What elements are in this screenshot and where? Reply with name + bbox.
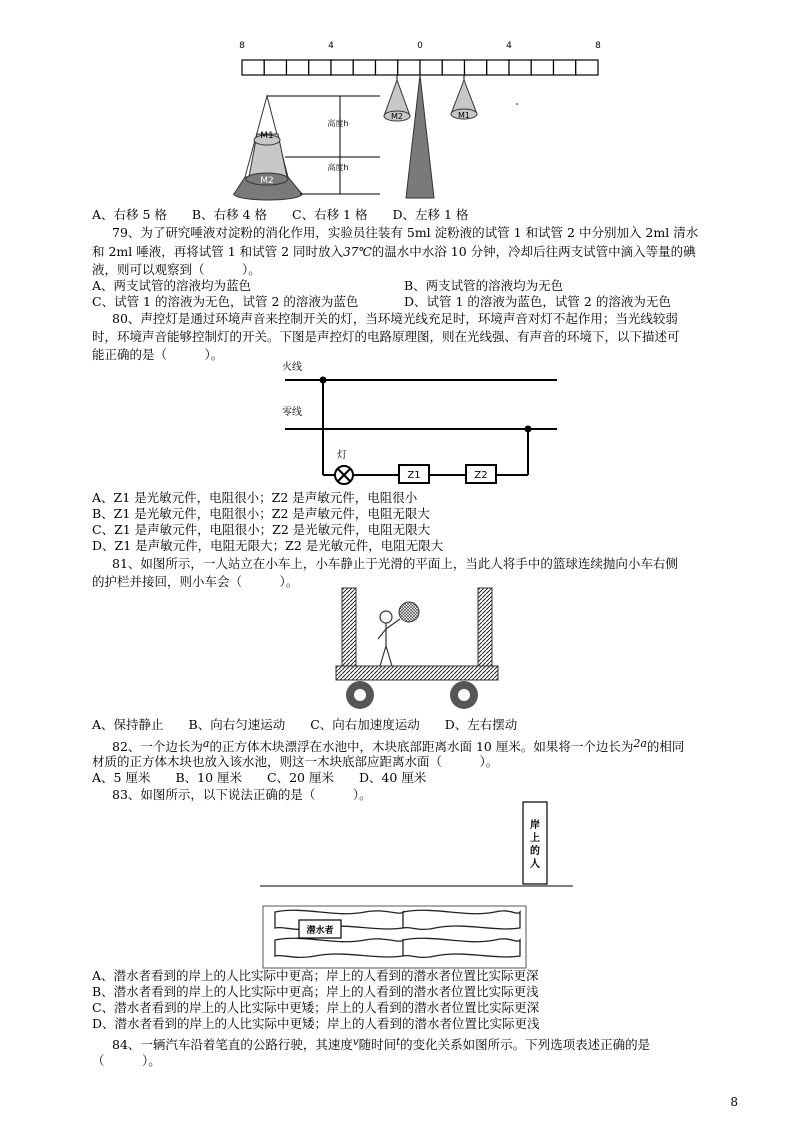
q79-line3: 液，则可以观察到（ ）。 [92, 262, 261, 277]
q84-var-v: v [352, 1037, 359, 1048]
z2-label: Z2 [474, 470, 488, 481]
q82-line2: 材质的正方体木块也放入该水池，则这一木块底部应距离水面（ ）。 [92, 754, 499, 769]
live-wire-label: 火线 [282, 362, 302, 373]
q82-var-2a: 2a [633, 737, 647, 750]
q80-line3: 能正确的是（ ）。 [92, 347, 224, 362]
q83-option-c: C、潜水者看到的岸上的人比实际中更矮；岸上的人看到的潜水者位置比实际更深 [92, 1000, 540, 1015]
lamp-icon [335, 466, 353, 484]
lever-cell [376, 60, 398, 75]
wheel-left [346, 681, 374, 709]
cart-figure [330, 586, 510, 714]
q81-options: A、保持静止 B、向右匀速运动 C、向右加速度运动 D、左右摆动 [92, 717, 518, 732]
q80-line2: 时，环境声音能够控制灯的开关。下图是声控灯的电路原理图，则在光线强、有声音的环境下，以下描述可 [92, 329, 680, 344]
scale-label-0: 0 [417, 41, 423, 51]
cart-body [336, 666, 498, 680]
q81-line1: 81、如图所示，一人站立在小车上，小车静止于光滑的平面上，当此人将手中的篮球连续抛向小车右侧 [112, 556, 678, 571]
pivot-triangle [406, 75, 434, 198]
q79-option-c: C、试管 1 的溶液为无色，试管 2 的溶液为蓝色 [92, 294, 359, 309]
q83-line1: 83、如图所示，以下说法正确的是（ ）。 [112, 787, 372, 802]
q79-option-a: A、两支试管的溶液均为蓝色 [92, 278, 252, 293]
q78-options: A、右移 5 格 B、右移 4 格 C、右移 1 格 D、左移 1 格 [92, 207, 469, 222]
diver-figure [255, 800, 577, 970]
scale-label-right-8: 8 [595, 41, 601, 51]
q80-option-b: B、Z1 是光敏元件，电阻很小；Z2 是声敏元件，电阻无限大 [92, 506, 430, 521]
lever-figure [230, 38, 610, 208]
lever-cell [287, 60, 309, 75]
m2-left-label: M2 [260, 176, 274, 186]
q83-option-a: A、潜水者看到的岸上的人比实际中更高；岸上的人看到的潜水者位置比实际更深 [92, 968, 539, 983]
lever-cell [442, 60, 464, 75]
scale-labels [239, 41, 601, 51]
q82-var-a: a [202, 737, 210, 750]
circuit-figure [270, 358, 570, 490]
lever-cell [398, 60, 420, 75]
lever-cell [242, 60, 264, 75]
q79-option-b: B、两支试管的溶液均为无色 [404, 278, 564, 293]
q83-option-b: B、潜水者看到的岸上的人比实际中更高；岸上的人看到的潜水者位置比实际更浅 [92, 984, 539, 999]
q80-option-a: A、Z1 是光敏元件，电阻很小；Z2 是声敏元件，电阻很小 [92, 490, 418, 505]
height-label-1: 高度h [327, 119, 349, 128]
q83-option-d: D、潜水者看到的岸上的人比实际中更矮；岸上的人看到的潜水者位置比实际更浅 [92, 1016, 540, 1031]
lever-cell [309, 60, 331, 75]
lever-cell [576, 60, 598, 75]
scale-label-right-4: 4 [506, 41, 512, 51]
lever-cell [554, 60, 576, 75]
person-figure [378, 611, 400, 666]
wheel-right [450, 681, 478, 709]
q81-line2: 的护栏并接回，则小车会（ ）。 [92, 574, 299, 589]
z1-label: Z1 [407, 470, 421, 481]
lever-cell [465, 60, 487, 75]
neutral-wire-label: 零线 [282, 407, 302, 418]
lever-cell [531, 60, 553, 75]
lever-cell [264, 60, 286, 75]
q84-var-t: t [396, 1037, 401, 1048]
lever-bar [242, 60, 598, 75]
q79-line2: 和 2ml 唾液，再将试管 1 和试管 2 同时放入37℃的温水中水浴 10 分钟，冷却后往两支试管中滴入等量的碘 [92, 244, 696, 259]
lever-cell [331, 60, 353, 75]
q84-line2: （ ）。 [92, 1053, 161, 1068]
lever-cell [487, 60, 509, 75]
lever-cell [353, 60, 375, 75]
height-label-2: 高度h [327, 163, 349, 172]
m1-right-label: M1 [458, 111, 470, 120]
lever-cell [509, 60, 531, 75]
basketball-icon [399, 602, 419, 622]
q79-line1: 79、为了研究唾液对淀粉的消化作用，实验员往装有 5ml 淀粉液的试管 1 和试管 2 中分别加入 2ml 清水 [112, 225, 699, 240]
q80-option-c: C、Z1 是声敏元件，电阻很小；Z2 是光敏元件，电阻无限大 [92, 522, 431, 537]
q79-temperature: 37℃ [343, 245, 372, 259]
scale-label-left-8: 8 [239, 41, 245, 51]
left-railing [342, 588, 356, 666]
q82-options: A、5 厘米 B、10 厘米 C、20 厘米 D、40 厘米 [92, 770, 427, 785]
m1-left-label: M1 [260, 131, 274, 141]
diver-label: 潜水者 [306, 926, 334, 936]
q80-line1: 80、声控灯是通过环境声音来控制开关的灯，当环境光线充足时，环境声音对灯不起作用；当光线较弱 [112, 311, 678, 326]
page-number: 8 [730, 1095, 738, 1109]
q79-option-d: D、试管 1 的溶液为蓝色，试管 2 的溶液为无色 [404, 294, 671, 309]
right-railing [478, 588, 492, 666]
q82-line1: 82、一个边长为a的正方体木块漂浮在水池中，木块底部距离水面 10 厘米。如果将一个边长为2a的相同 [112, 737, 685, 754]
q80-option-d: D、Z1 是声敏元件，电阻无限大；Z2 是光敏元件，电阻无限大 [92, 538, 444, 553]
scale-label-left-4: 4 [328, 41, 334, 51]
q84-line1: 84、一辆汽车沿着笔直的公路行驶，其速度$^v$随时间$^t$的变化关系如图所示。下列选项表述正确的是 [112, 1037, 651, 1052]
lever-cell [420, 60, 442, 75]
shore-person-label: 岸上的人 [530, 820, 540, 870]
m2-right-label: M2 [391, 112, 403, 121]
lamp-label: 灯 [337, 450, 347, 461]
